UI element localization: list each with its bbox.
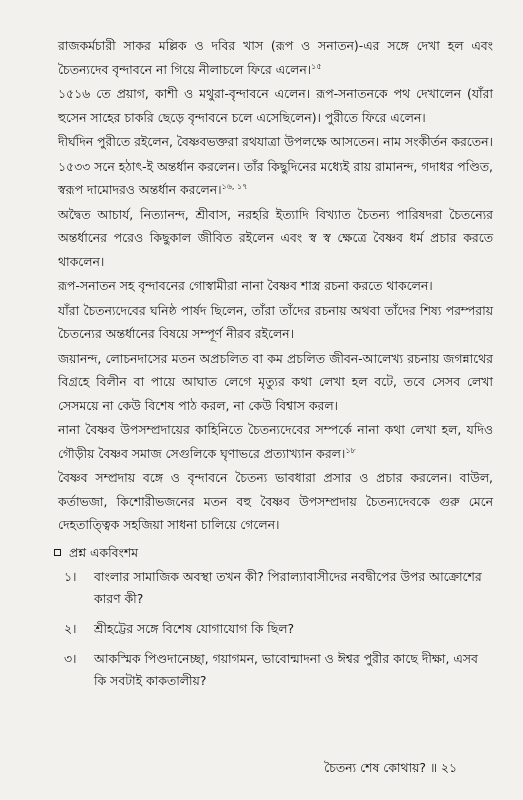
question-item bbox=[58, 618, 493, 640]
footnote-ref: ১৮ bbox=[345, 445, 356, 455]
footnote-ref: ১৫ bbox=[311, 61, 322, 71]
page-footer: চৈতন্য শেষ কোথায়? ॥ ২১ bbox=[324, 760, 457, 775]
question-item bbox=[58, 566, 493, 610]
paragraph-4: ১৫৩৩ সনে হঠাৎ-ই অন্তর্ধান করলেন। তাঁর কিছুদিনের মধ্যেই রায় রামানন্দ, গদাধর পণ্ডিত, স্বরূপ দামোদরও অন্তর্ধান করলেন।$^{১৬, ১৭}$ bbox=[58, 158, 493, 197]
square-bullet-icon bbox=[54, 549, 61, 556]
paragraph-8: জয়ানন্দ, লোচনদাসের মতন অপ্রচলিত বা কম প্রচলিত জীবন-আলেখ্য রচনায় জগন্নাথের বিগ্রহে বিলীন বা পায়ে আঘাত লেগে মৃত্যুর কথা লেখা হল বটে, তবে সেসব লেখা সেসময়ে না কেউ বিশেষ পাঠ করল, না কেউ বিশ্বাস করল। bbox=[58, 350, 493, 413]
question-number: ১। bbox=[64, 568, 77, 584]
section-heading bbox=[54, 541, 493, 564]
question-text: বাংলার সামাজিক অবস্থা তখন কী? পিরাল্যাবাসীদের নবদ্বীপের উপর আক্রোশের কারণ কী? bbox=[94, 568, 482, 606]
question-text: আকস্মিক পিণ্ডদানেচ্ছা, গয়াগমন, ভাবোন্মাদনা ও ঈশ্বর পুরীর কাছে দীক্ষা, এসব কি সবটাই কাকতালীয়? bbox=[94, 650, 478, 688]
paragraph-10: বৈষ্ণব সম্প্রদায় বঙ্গে ও বৃন্দাবনে চৈতন্য ভাবধারা প্রসার ও প্রচার করলেন। বাউল, কর্তাভজা, কিশোরীভজনের মতন বহু বৈষ্ণব উপসম্প্রদায় চৈতন্যদেবকে গুরু মেনে দেহতাত্ত্বিক সহজিয়া সাধনা চালিয়ে গেলেন। bbox=[58, 470, 493, 532]
paragraph-6: রূপ-সনাতন সহ বৃন্দাবনের গোস্বামীরা নানা বৈষ্ণব শাস্ত্র রচনা করতে থাকলেন। bbox=[58, 278, 433, 293]
question-number: ৩। bbox=[64, 650, 77, 666]
paragraph-5: অদ্বৈত আচার্য, নিত্যানন্দ, শ্রীবাস, নরহরি ইত্যাদি বিখ্যাত চৈতন্য পারিষদরা চৈতন্যের অন্তর্ধানের পরেও কিছুকাল জীবিত রইলেন এবং স্ব স্ব ক্ষেত্রে বৈষ্ণব ধর্ম প্রচার করতে থাকলেন। bbox=[58, 206, 493, 269]
question-text: শ্রীহট্টের সঙ্গে বিশেষ যোগাযোগ কি ছিল? bbox=[94, 620, 295, 636]
question-item bbox=[58, 648, 493, 692]
paragraph-2: ১৫১৬ তে প্রয়াগ, কাশী ও মথুরা-বৃন্দাবনে এলেন। রূপ-সনাতনকে পথ দেখালেন (যাঁরা হুসেন সাহের চাকরি ছেড়ে বৃন্দাবনে চলে এসেছিলেন)। পুরীতে ফিরে এলেন। bbox=[58, 86, 493, 125]
footnote-ref: ১৬, ১৭ bbox=[221, 181, 248, 191]
paragraph-7: যাঁরা চৈতন্যদেবের ঘনিষ্ঠ পার্ষদ ছিলেন, তাঁরা তাঁদের রচনায় অথবা তাঁদের শিষ্য পরম্পরায় চৈতন্যের অন্তর্ধানের বিষয়ে সম্পূর্ণ নীরব রইলেন। bbox=[58, 302, 493, 341]
paragraph-9: নানা বৈষ্ণব উপসম্প্রদায়ের কাহিনিতে চৈতন্যদেবের সম্পর্কে নানা কথা লেখা হল, যদিও গৌড়ীয় বৈষ্ণব সমাজ সেগুলিকে ঘৃণাভরে প্রত্যাখ্যান করল।$^{১৮}$ bbox=[58, 422, 493, 461]
paragraph-3: দীর্ঘদিন পুরীতে রইলেন, বৈষ্ণবভক্তরা রথযাত্রা উপলক্ষে আসতেন। নাম সংকীর্তন করতেন। bbox=[58, 134, 493, 149]
body-text bbox=[58, 34, 493, 537]
paragraph-1: রাজকর্মচারী সাকর মল্লিক ও দবির খাস (রূপ ও সনাতন)-এর সঙ্গে দেখা হল এবং চৈতন্যদেব বৃন্দাবনে না গিয়ে নীলাচলে ফিরে এলেন।$^{১৫}$ bbox=[58, 38, 493, 77]
question-number: ২। bbox=[64, 620, 77, 636]
question-list bbox=[58, 566, 493, 692]
section-title: প্রশ্ন একবিংশম bbox=[69, 544, 139, 560]
